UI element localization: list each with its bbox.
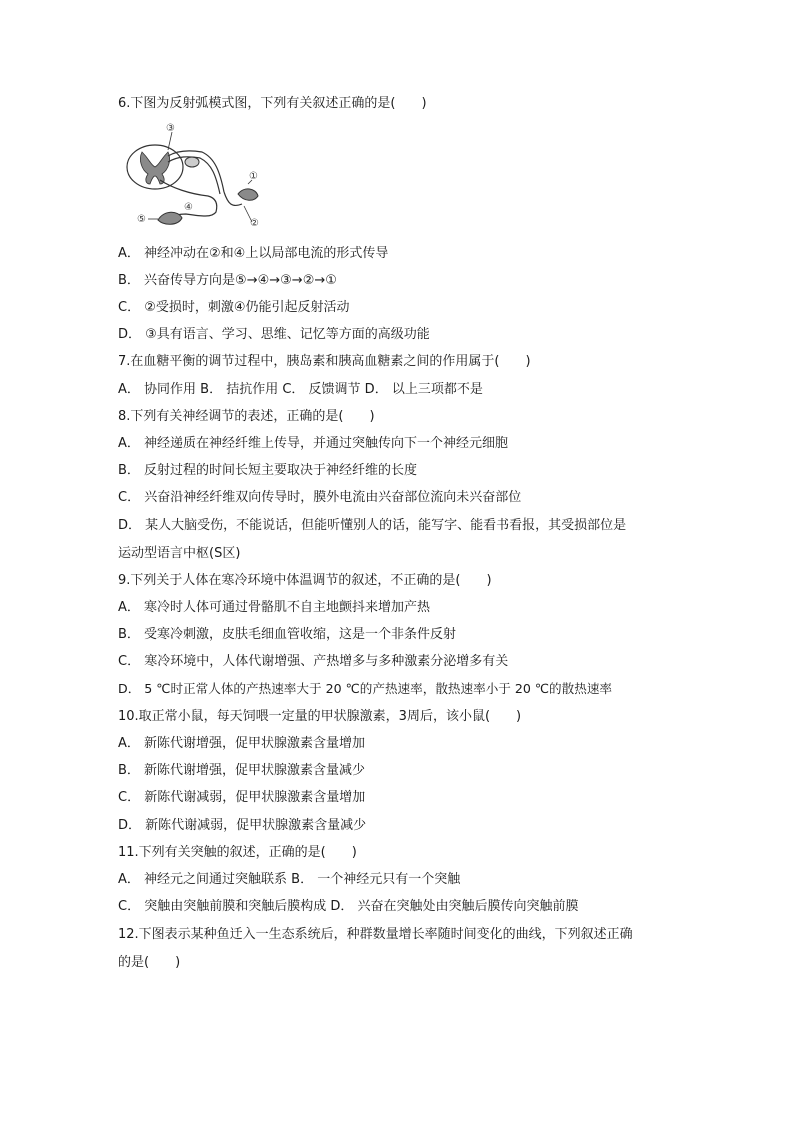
q11-options-ab: A． 神经元之间通过突触联系 B． 一个神经元只有一个突触 [118,872,461,887]
q9-option-d: D． 5 ℃时正常人体的产热速率大于 20 ℃的产热速率，散热速率小于 20 ℃的散热速率 [118,681,613,696]
q8-option-d: D． 某人大脑受伤，不能说话，但能听懂别人的话，能写字、能看书看报，其受损部位是 [118,518,627,533]
q8-option-d-continued: 运动型语言中枢(S区) [118,546,241,561]
question-8-stem: 8.下列有关神经调节的表述，正确的是( ) [118,409,375,424]
q9-option-a: A． 寒冷时人体可通过骨骼肌不自主地颤抖来增加产热 [118,600,431,615]
q10-option-c: C． 新陈代谢减弱，促甲状腺激素含量增加 [118,790,366,805]
question-10-stem: 10.取正常小鼠，每天饲喂一定量的甲状腺激素，3周后，该小鼠( ) [118,709,522,724]
reflex-arc-svg [120,122,270,232]
label-2: ② [250,218,259,229]
receptor [238,189,258,200]
q10-option-b: B． 新陈代谢增强，促甲状腺激素含量减少 [118,763,366,778]
question-9-stem: 9.下列关于人体在寒冷环境中体温调节的叙述，不正确的是( ) [118,573,492,588]
q7-options: A． 协同作用 B． 拮抗作用 C． 反馈调节 D． 以上三项都不是 [118,382,483,397]
label-5: ⑤ [137,214,146,225]
q8-option-b: B． 反射过程的时间长短主要取决于神经纤维的长度 [118,463,418,478]
q10-option-d: D． 新陈代谢减弱，促甲状腺激素含量减少 [118,818,367,833]
q8-option-a: A． 神经递质在神经纤维上传导，并通过突触传向下一个神经元细胞 [118,436,509,451]
question-11-stem: 11.下列有关突触的叙述，正确的是( ) [118,845,357,860]
ganglion [185,157,199,167]
question-12-stem-line1: 12.下图表示某种鱼迁入一生态系统后，种群数量增长率随时间变化的曲线，下列叙述正确 [118,927,633,942]
q6-option-b: B． 兴奋传导方向是⑤→④→③→②→① [118,273,337,288]
q6-option-c: C． ②受损时，刺激④仍能引起反射活动 [118,300,350,315]
label-4: ④ [184,202,193,213]
q9-option-c: C． 寒冷环境中，人体代谢增强、产热增多与多种激素分泌增多有关 [118,654,509,669]
label-3-leader [168,132,172,150]
q11-options-cd: C． 突触由突触前膜和突触后膜构成 D． 兴奋在突触处由突触后膜传向突触前膜 [118,899,579,914]
reflex-arc-diagram [120,122,270,232]
question-7-stem: 7.在血糖平衡的调节过程中，胰岛素和胰高血糖素之间的作用属于( ) [118,354,531,369]
label-1: ① [249,171,258,182]
effector [158,212,182,224]
question-12-stem-line2: 的是( ) [118,955,181,970]
label-3: ③ [166,123,175,134]
question-6-stem: 6.下图为反射弧模式图，下列有关叙述正确的是( ) [118,96,427,111]
q9-option-b: B． 受寒冷刺激，皮肤毛细血管收缩，这是一个非条件反射 [118,627,457,642]
q8-option-c: C． 兴奋沿神经纤维双向传导时，膜外电流由兴奋部位流向未兴奋部位 [118,490,522,505]
q6-option-d: D． ③具有语言、学习、思维、记忆等方面的高级功能 [118,327,430,342]
q10-option-a: A． 新陈代谢增强，促甲状腺激素含量增加 [118,736,366,751]
q6-option-a: A． 神经冲动在②和④上以局部电流的形式传导 [118,246,389,261]
